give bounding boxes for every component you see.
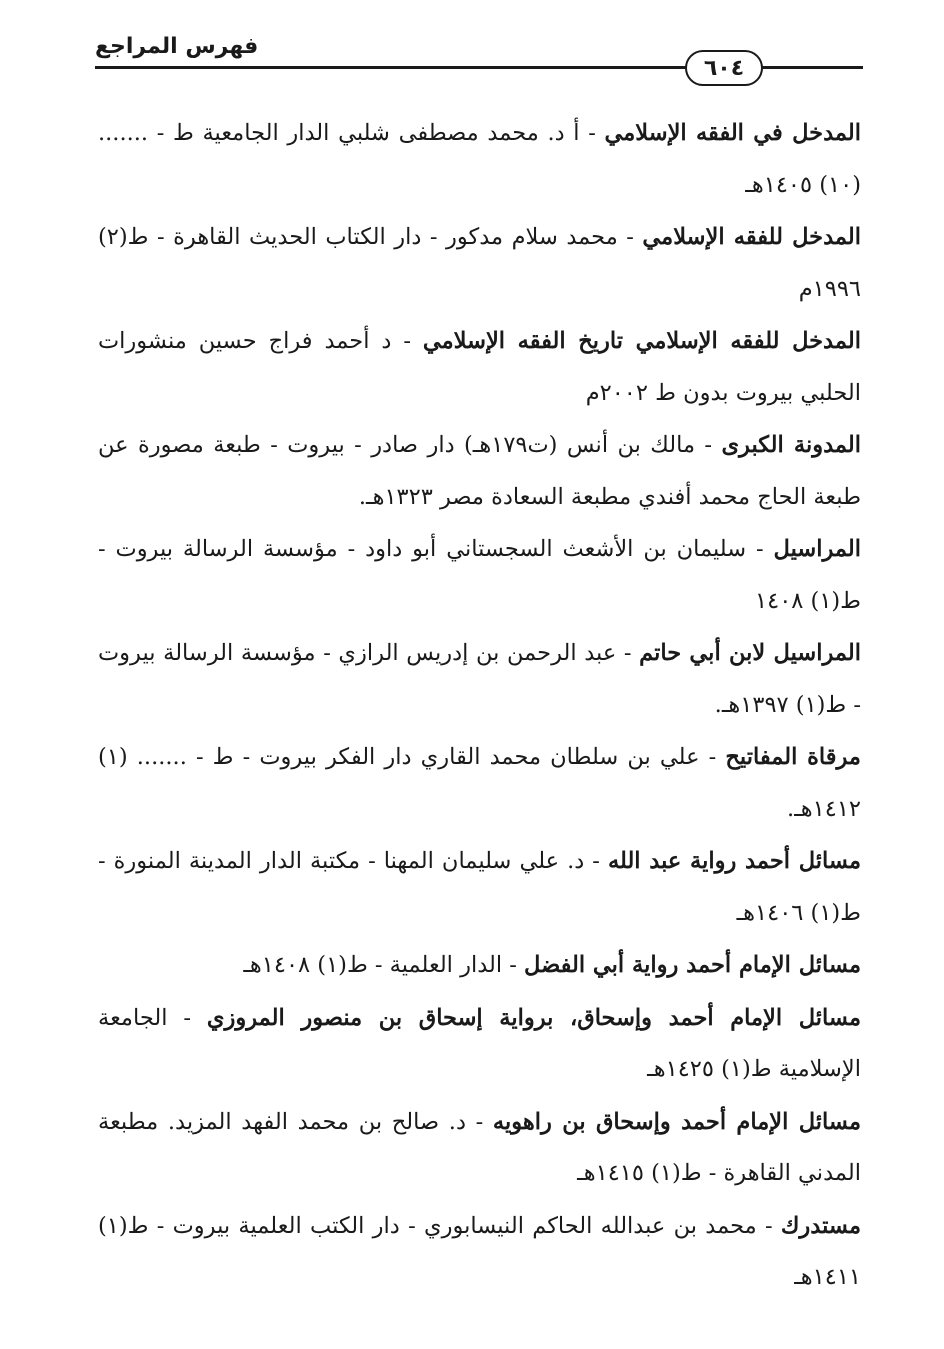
- reference-list: [98, 108, 861, 1305]
- reference-entry: [98, 212, 861, 315]
- reference-entry: [98, 1201, 861, 1304]
- reference-entry: [98, 524, 861, 627]
- reference-title: مسائل الإمام أحمد وإسحاق بن راهويه: [492, 1108, 861, 1135]
- reference-title: المدخل للفقه الإسلامي: [642, 224, 862, 250]
- page-number: ٦٠٤: [685, 50, 763, 86]
- reference-title: المدخل للفقه الإسلامي تاريخ الفقه الإسلامي: [422, 328, 861, 354]
- reference-entry: [98, 1097, 861, 1200]
- reference-details: - عبد الرحمن بن إدريس الرازي - مؤسسة الرسالة بيروت - ط(١) ١٣٩٧هـ.: [98, 640, 861, 718]
- reference-details: - الدار العلمية - ط(١) ١٤٠٨هـ: [243, 952, 525, 978]
- reference-details: - سليمان بن الأشعث السجستاني أبو داود - مؤسسة الرسالة بيروت - ط(١) ١٤٠٨: [98, 536, 861, 614]
- reference-entry: [98, 732, 861, 835]
- reference-details: - د أحمد فراج حسين منشورات الحلبي بيروت بدون ط ٢٠٠٢م: [98, 328, 861, 406]
- reference-entry: [98, 836, 861, 939]
- reference-entry: [98, 940, 861, 992]
- reference-entry: [98, 628, 861, 731]
- reference-entry: [98, 420, 861, 523]
- reference-entry: [98, 993, 861, 1096]
- reference-details: - د. صالح بن محمد الفهد المزيد. مطبعة المدني القاهرة - ط(١) ١٤١٥هـ: [98, 1108, 861, 1186]
- reference-entry: [98, 108, 861, 211]
- reference-details: - د. علي سليمان المهنا - مكتبة الدار المدينة المنورة - ط(١) ١٤٠٦هـ: [98, 848, 861, 926]
- reference-title: مرقاة المفاتيح: [725, 744, 861, 770]
- reference-details: - محمد سلام مدكور - دار الكتاب الحديث القاهرة - ط(٢) ١٩٩٦م: [98, 224, 861, 302]
- reference-title: المراسيل: [773, 536, 861, 562]
- page-header: [95, 32, 863, 92]
- reference-details: - علي بن سلطان محمد القاري دار الفكر بيروت - ط - ....... (١) ١٤١٢هـ.: [98, 744, 861, 822]
- running-head: فهرس المراجع: [95, 34, 259, 59]
- reference-title: المدخل في الفقه الإسلامي: [604, 120, 862, 146]
- reference-title: مسائل الإمام أحمد رواية أبي الفضل: [524, 952, 861, 978]
- reference-details: - الجامعة الإسلامية ط(١) ١٤٢٥هـ: [98, 1004, 861, 1082]
- reference-details: - مالك بن أنس (ت١٧٩هـ) دار صادر - بيروت - طبعة مصورة عن طبعة الحاج محمد أفندي مطبعة السعادة مصر ١٣٢٣هـ.: [98, 432, 861, 510]
- reference-title: مسائل الإمام أحمد وإسحاق، برواية إسحاق بن منصور المروزي: [206, 1004, 861, 1031]
- reference-details: - أ د. محمد مصطفى شلبي الدار الجامعية ط - ....... (١٠) ١٤٠٥هـ: [98, 120, 861, 198]
- reference-title: المدونة الكبرى: [721, 432, 861, 458]
- reference-title: المراسيل لابن أبي حاتم: [639, 640, 862, 666]
- reference-entry: [98, 316, 861, 419]
- reference-title: مسائل أحمد رواية عبد الله: [607, 848, 861, 874]
- reference-details: - محمد بن عبدالله الحاكم النيسابوري - دار الكتب العلمية بيروت - ط(١) ١٤١١هـ: [98, 1212, 861, 1290]
- reference-title: مستدرك: [780, 1212, 861, 1239]
